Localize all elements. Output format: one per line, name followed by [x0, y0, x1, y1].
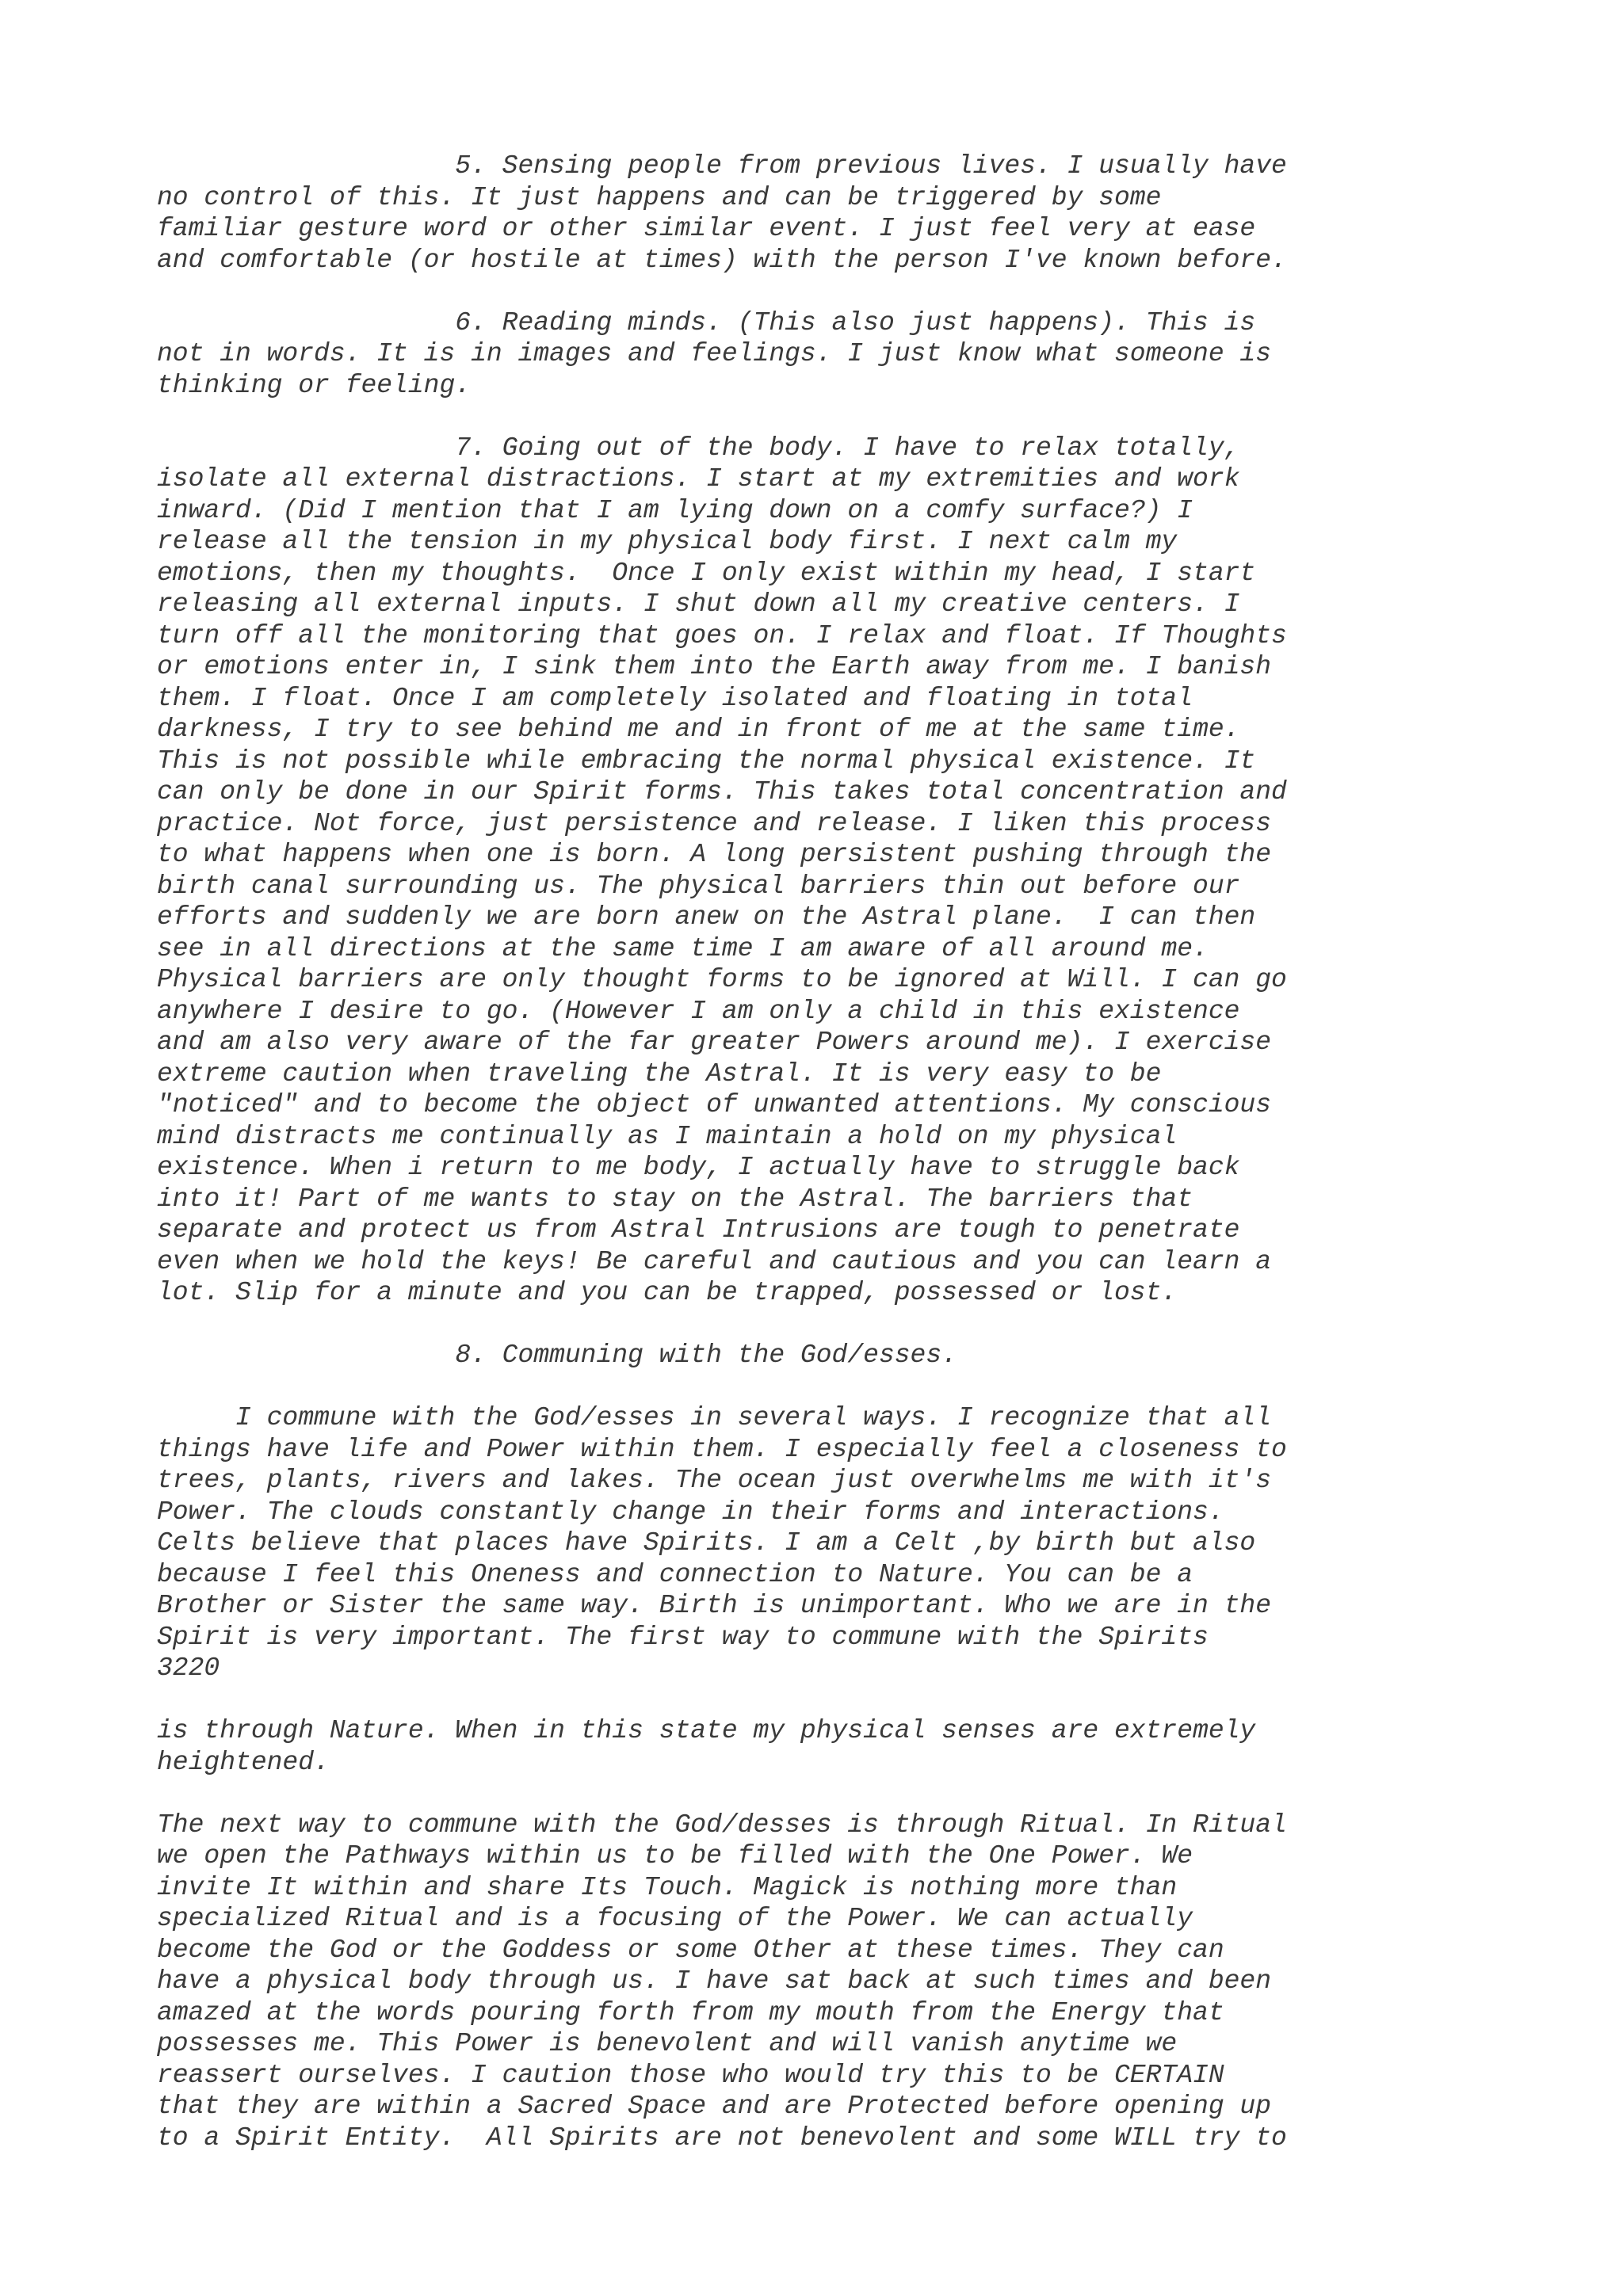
text-line: no control of this. It just happens and can be triggered by some: [157, 182, 1162, 212]
text-line: heightened.: [157, 1747, 330, 1777]
text-line: to a Spirit Entity. All Spirits are not benevolent and some WILL try to: [157, 2122, 1287, 2153]
text-line: Spirit is very important. The first way to commune with the Spirits: [157, 1622, 1209, 1652]
text-line: This is not possible while embracing the normal physical existence. It: [157, 746, 1256, 776]
text-line: extreme caution when traveling the Astral. It is very easy to be: [157, 1058, 1162, 1089]
text-line: practice. Not force, just persistence and release. I liken this process: [157, 808, 1272, 838]
text-line: we open the Pathways within us to be filled with the One Power. We: [157, 1841, 1193, 1871]
numbered-item-heading-line: 8. Communing with the God/esses.: [157, 1341, 957, 1370]
blank-line: [157, 1778, 1552, 1810]
text-line: and comfortable (or hostile at times) with the person I've known before.: [157, 245, 1287, 275]
blank-line: [157, 1684, 1552, 1716]
text-line: not in words. It is in images and feelings. I just know what someone is: [157, 339, 1272, 368]
text-line: things have life and Power within them. I especially feel a closeness to: [157, 1434, 1287, 1464]
text-line: to what happens when one is born. A long persistent pushing through the: [157, 840, 1272, 869]
text-line: Brother or Sister the same way. Birth is unimportant. Who we are in the: [157, 1591, 1272, 1620]
numbered-item-heading-line: 6. Reading minds. (This also just happens). This is: [157, 307, 1256, 338]
text-line: see in all directions at the same time I am aware of all around me.: [157, 933, 1209, 963]
text-line: emotions, then my thoughts. Once I only exist within my head, I start: [157, 558, 1256, 588]
text-line: Physical barriers are only thought forms to be ignored at Will. I can go: [157, 965, 1287, 994]
text-line: because I feel this Oneness and connection to Nature. You can be a: [157, 1559, 1193, 1589]
text-line: that they are within a Sacred Space and are Protected before opening up: [157, 2092, 1272, 2121]
text-line: turn off all the monitoring that goes on. I relax and float. If Thoughts: [157, 620, 1287, 650]
text-line: Power. The clouds constantly change in their forms and interactions.: [157, 1497, 1224, 1527]
text-line: or emotions enter in, I sink them into the Earth away from me. I banish: [157, 652, 1272, 681]
text-line: anywhere I desire to go. (However I am only a child in this existence: [157, 996, 1240, 1026]
text-line: thinking or feeling.: [157, 370, 472, 400]
text-line: into it! Part of me wants to stay on the Astral. The barriers that: [157, 1184, 1193, 1214]
text-line: darkness, I try to see behind me and in front of me at the same time.: [157, 715, 1240, 744]
text-line: and am also very aware of the far greater Powers around me). I exercise: [157, 1028, 1272, 1057]
text-line: efforts and suddenly we are born anew on the Astral plane. I can then: [157, 902, 1256, 932]
text-line: become the God or the Goddess or some Other at these times. They can: [157, 1935, 1224, 1965]
blank-line: [157, 1371, 1552, 1403]
text-line: I commune with the God/esses in several ways. I recognize that all: [157, 1403, 1272, 1432]
text-line: specialized Ritual and is a focusing of the Power. We can actually: [157, 1904, 1193, 1933]
text-line: invite It within and share Its Touch. Magick is nothing more than: [157, 1872, 1178, 1902]
blank-line: [157, 1309, 1552, 1341]
text-line: amazed at the words pouring forth from my mouth from the Energy that: [157, 1997, 1224, 2027]
blank-line: [157, 276, 1552, 307]
text-line: existence. When i return to me body, I actually have to struggle back: [157, 1153, 1240, 1182]
text-line: isolate all external distractions. I start at my extremities and work: [157, 464, 1240, 494]
text-line: "noticed" and to become the object of unwanted attentions. My conscious: [157, 1090, 1272, 1119]
text-line: familiar gesture word or other similar event. I just feel very at ease: [157, 214, 1256, 243]
numbered-item-heading-line: 7. Going out of the body. I have to relax totally,: [157, 433, 1240, 463]
text-line: release all the tension in my physical body first. I next calm my: [157, 527, 1178, 556]
text-line: mind distracts me continually as I maintain a hold on my physical: [157, 1121, 1178, 1151]
text-line: have a physical body through us. I have sat back at such times and been: [157, 1966, 1272, 1996]
text-line: them. I float. Once I am completely isolated and floating in total: [157, 683, 1193, 713]
text-line: is through Nature. When in this state my physical senses are extremely: [157, 1716, 1256, 1745]
text-line: reassert ourselves. I caution those who would try this to be CERTAIN: [157, 2060, 1224, 2090]
page-number: 3220: [157, 1653, 220, 1683]
text-line: Celts believe that places have Spirits. I am a Celt ,by birth but also: [157, 1528, 1256, 1558]
text-line: inward. (Did I mention that I am lying down on a comfy surface?) I: [157, 495, 1193, 525]
blank-line: [157, 401, 1552, 433]
text-line: lot. Slip for a minute and you can be trapped, possessed or lost.: [157, 1278, 1178, 1307]
text-line: separate and protect us from Astral Intrusions are tough to penetrate: [157, 1215, 1240, 1245]
text-line: possesses me. This Power is benevolent and will vanish anytime we: [157, 2029, 1178, 2058]
text-line: The next way to commune with the God/desses is through Ritual. In Ritual: [157, 1810, 1287, 1840]
numbered-item-heading-line: 5. Sensing people from previous lives. I usually have: [157, 151, 1287, 181]
text-line: releasing all external inputs. I shut down all my creative centers. I: [157, 589, 1240, 619]
text-line: birth canal surrounding us. The physical barriers thin out before our: [157, 871, 1240, 901]
text-line: can only be done in our Spirit forms. This takes total concentration and: [157, 777, 1287, 807]
text-line: trees, plants, rivers and lakes. The ocean just overwhelms me with it's: [157, 1466, 1272, 1495]
text-line: even when we hold the keys! Be careful and cautious and you can learn a: [157, 1246, 1272, 1276]
document-page: [157, 151, 1552, 2153]
